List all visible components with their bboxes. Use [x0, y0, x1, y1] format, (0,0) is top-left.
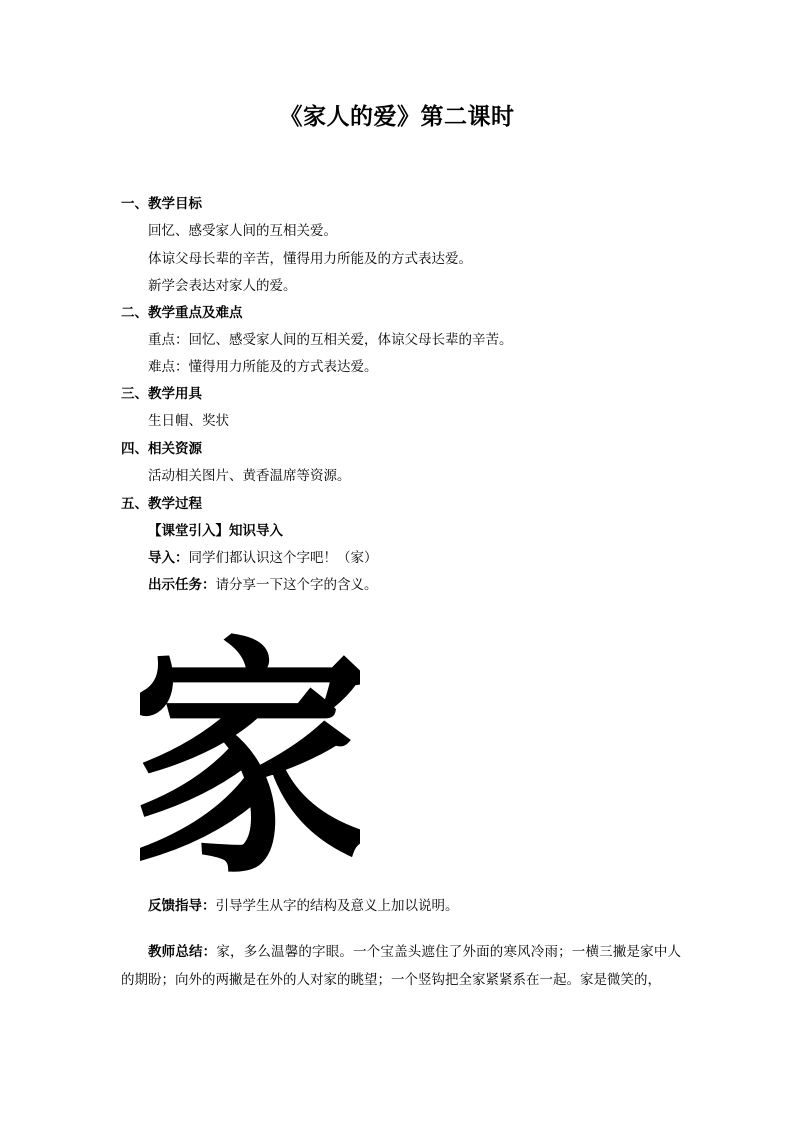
section-heading-tools: 三、教学用具 — [121, 386, 202, 402]
intro-line — [148, 548, 378, 568]
summary-label: 教师总结： — [148, 944, 217, 960]
key-point-item: 难点：懂得用力所能及的方式表达爱。 — [148, 359, 378, 375]
big-character: 家 — [140, 613, 360, 888]
goal-item: 回忆、感受家人间的互相关爱。 — [148, 223, 337, 239]
calligraphy-character-svg — [140, 598, 360, 888]
section-heading-key-points: 二、教学重点及难点 — [121, 305, 243, 321]
goal-item: 新学会表达对家人的爱。 — [148, 278, 297, 294]
summary-text: 家，多么温馨的字眼。一个宝盖头遮住了外面的寒风冷雨；一横三撇是家中人的期盼；向外的两撇是在外的人对家的眺望；一个竖钩把全家紧紧系在一起。家是微笑的， — [121, 944, 682, 988]
section-heading-goals: 一、教学目标 — [121, 196, 202, 212]
calligraphy-character-image — [140, 598, 360, 888]
task-label: 出示任务： — [148, 577, 216, 593]
feedback-label: 反馈指导： — [148, 898, 216, 914]
task-text: 请分享一下这个字的含义。 — [215, 577, 378, 593]
process-subheading: 【课堂引入】知识导入 — [148, 523, 283, 539]
page-title: 《家人的爱》第二课时 — [279, 103, 515, 130]
task-line — [148, 575, 378, 595]
section-heading-process: 五、教学过程 — [121, 496, 202, 512]
key-point-item: 重点：回忆、感受家人间的互相关爱，体谅父母长辈的辛苦。 — [148, 332, 513, 348]
teacher-summary-paragraph — [121, 938, 681, 994]
feedback-line — [148, 896, 459, 916]
resources-item: 活动相关图片、黄香温席等资源。 — [148, 468, 351, 484]
goal-item: 体谅父母长辈的辛苦，懂得用力所能及的方式表达爱。 — [148, 251, 472, 267]
intro-label: 导入： — [148, 550, 189, 566]
feedback-text: 引导学生从字的结构及意义上加以说明。 — [215, 898, 459, 914]
section-heading-resources: 四、相关资源 — [121, 441, 202, 457]
tools-item: 生日帽、奖状 — [148, 413, 229, 429]
intro-text: 同学们都认识这个字吧！（家） — [188, 550, 378, 566]
